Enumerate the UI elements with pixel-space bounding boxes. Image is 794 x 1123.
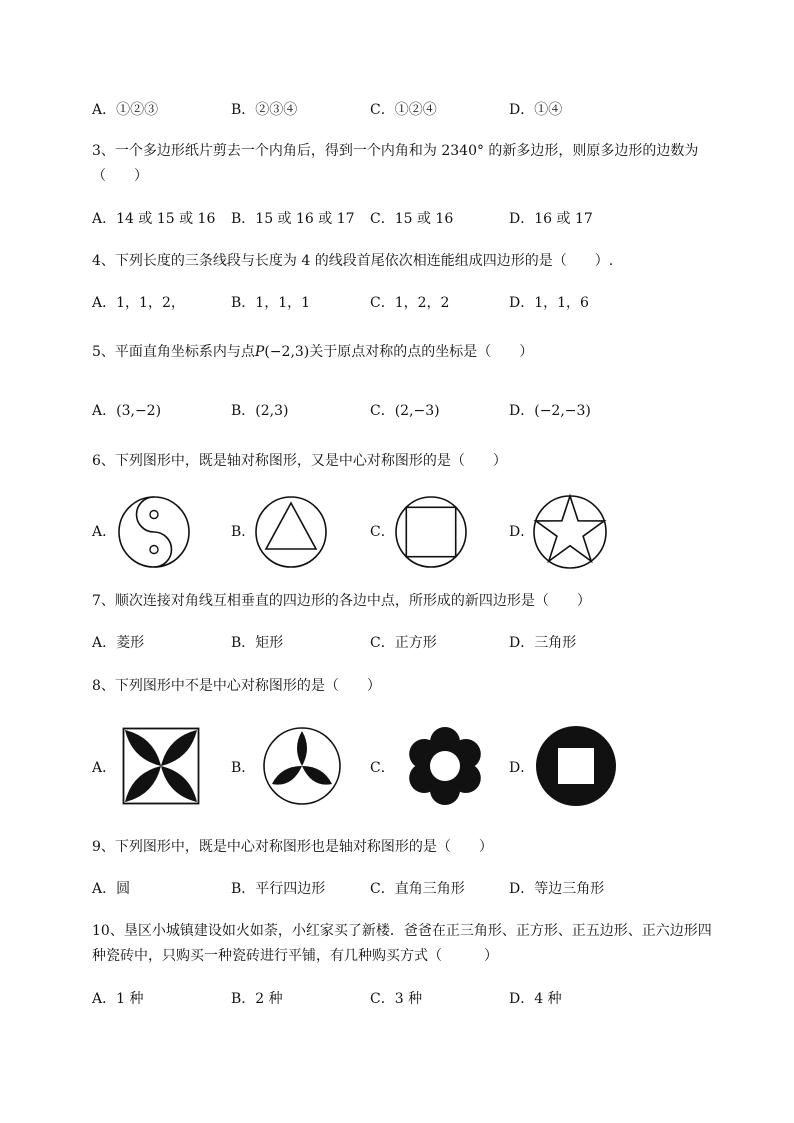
- q8-option-d-letter: D．: [509, 760, 535, 776]
- q10-stem-line1: 10、垦区小城镇建设如火如荼，小红家买了新楼．爸爸在正三角形、正方形、正五边形、正六边形四: [92, 923, 712, 939]
- square-in-circle-figure: [393, 494, 469, 570]
- q8-option-a-letter: A．: [92, 760, 117, 776]
- q7-option-b: B．矩形: [231, 635, 284, 651]
- q5-option-a: A．(3,−2): [92, 403, 162, 419]
- q4-option-c: C．1，2，2: [370, 295, 450, 311]
- q9-option-a: A．圆: [92, 881, 131, 897]
- q7-stem: 7、顺次连接对角线互相垂直的四边形的各边中点，所形成的新四边形是（ ）: [92, 593, 591, 609]
- q3-option-c: C．15 或 16: [370, 211, 454, 227]
- q9-option-c: C．直角三角形: [370, 881, 465, 897]
- four-petal-square-figure: [122, 727, 200, 805]
- q10-option-d: D．4 种: [509, 991, 562, 1007]
- q6-option-a-letter: A．: [92, 524, 117, 540]
- star-in-circle-figure: [531, 493, 609, 571]
- q10-stem-line2: 种瓷砖中，只购买一种瓷砖进行平铺，有几种购买方式（ ）: [92, 948, 498, 964]
- q5-option-c: C．(2,−3): [370, 403, 440, 419]
- q5-option-b: B．(2,3): [231, 403, 289, 419]
- q3-stem-line2: （ ）: [92, 168, 148, 184]
- q2-option-d: D．①④: [509, 102, 563, 118]
- q5-point-name: P: [254, 344, 265, 360]
- q2-option-b: B．②③④: [231, 102, 298, 118]
- q4-stem: 4、下列长度的三条线段与长度为 4 的线段首尾依次相连能组成四边形的是（ ）.: [92, 253, 614, 269]
- q7-option-d: D．三角形: [509, 635, 577, 651]
- flower-figure: [405, 726, 485, 806]
- q6-option-d-letter: D．: [509, 524, 535, 540]
- q5-option-d: D．(−2,−3): [509, 403, 591, 419]
- q3-stem-line1: 3、一个多边形纸片剪去一个内角后，得到一个内角和为 2340° 的新多边形，则原多边形的边数为: [92, 143, 699, 159]
- q4-option-b: B．1，1，1: [231, 295, 311, 311]
- yin-yang-figure: [116, 494, 192, 570]
- q8-option-c-letter: C．: [370, 760, 395, 776]
- q6-option-c-letter: C．: [370, 524, 395, 540]
- triangle-in-circle-figure: [253, 494, 329, 570]
- q5-point-coord: (−2,3): [264, 344, 310, 360]
- q8-option-b-letter: B．: [231, 760, 256, 776]
- q2-option-a: A．①②③: [92, 102, 159, 118]
- q9-option-d: D．等边三角形: [509, 881, 605, 897]
- q4-option-d: D．1，1，6: [509, 295, 589, 311]
- q2-option-c: C．①②④: [370, 102, 437, 118]
- q6-stem: 6、下列图形中，既是轴对称图形，又是中心对称图形的是（ ）: [92, 453, 507, 469]
- q7-option-a: A．菱形: [92, 635, 145, 651]
- q3-option-d: D．16 或 17: [509, 211, 593, 227]
- three-blade-circle-figure: [262, 726, 342, 806]
- q3-option-a: A．14 或 15 或 16: [92, 211, 216, 227]
- coin-square-hole-figure: [535, 725, 617, 807]
- q9-stem: 9、下列图形中，既是中心对称图形也是轴对称图形的是（ ）: [92, 839, 493, 855]
- q5-stem: 5、平面直角坐标系内与点P(−2,3)关于原点对称的点的坐标是（ ）: [92, 344, 534, 360]
- q6-option-b-letter: B．: [231, 524, 256, 540]
- q10-option-b: B．2 种: [231, 991, 283, 1007]
- q9-option-b: B．平行四边形: [231, 881, 326, 897]
- q8-stem: 8、下列图形中不是中心对称图形的是（ ）: [92, 678, 381, 694]
- q7-option-c: C．正方形: [370, 635, 437, 651]
- q10-option-a: A．1 种: [92, 991, 144, 1007]
- q4-option-a: A．1，1，2，: [92, 295, 185, 311]
- q3-option-b: B．15 或 16 或 17: [231, 211, 355, 227]
- q10-option-c: C．3 种: [370, 991, 423, 1007]
